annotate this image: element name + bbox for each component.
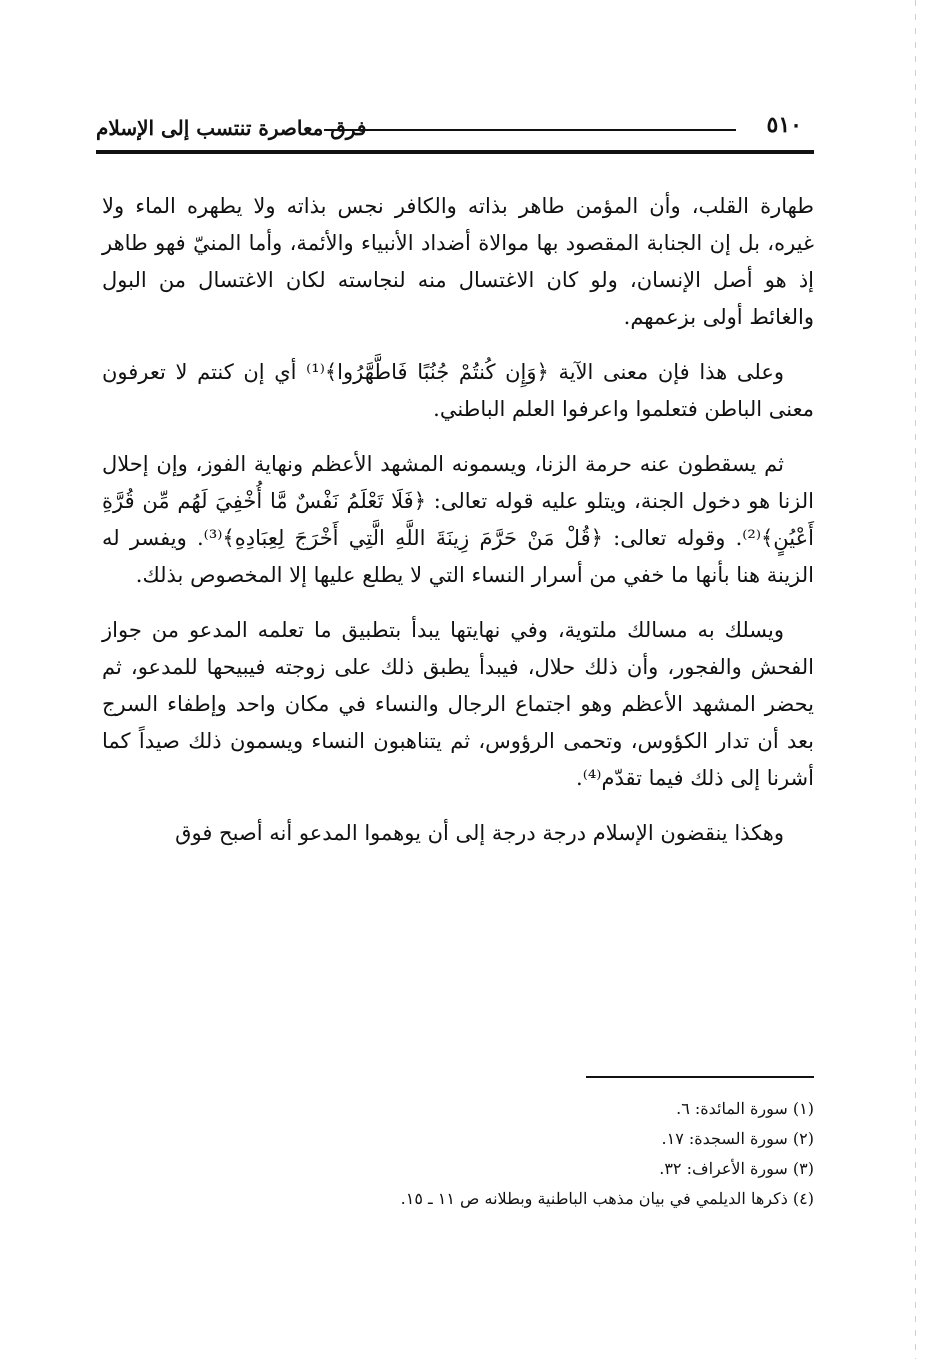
page-header [96, 112, 810, 148]
footnote-2: (٢) سورة السجدة: ١٧. [661, 1129, 814, 1148]
page-number: ٥١٠ [766, 112, 802, 138]
footnote-4: (٤) ذكرها الديلمي في بيان مذهب الباطنية وبطلانه ص ١١ ـ ١٥. [400, 1189, 814, 1208]
running-head-title: فرق معاصرة تنتسب إلى الإسلام [96, 116, 367, 140]
header-dash-line [324, 129, 736, 131]
footnote-1: (١) سورة المائدة: ٦. [676, 1099, 814, 1118]
main-text [102, 188, 814, 870]
header-rule [96, 150, 814, 154]
scan-edge-marks [915, 0, 916, 1359]
footnotes [102, 1094, 814, 1214]
paragraph-3: ثم يسقطون عنه حرمة الزنا، ويسمونه المشهد الأعظم ونهاية الفوز، وإن إحلال الزنا هو دخول الجنة، ويتلو عليه قوله تعالى: ﴿فَلَا تَعْلَمُ نَفْسٌ مَّا أُخْفِيَ لَهُم مِّن قُرَّةِ أَعْيُنٍ﴾⁽²⁾. وقوله تعالى: ﴿قُلْ مَنْ حَرَّمَ زِينَةَ اللَّهِ الَّتِي أَخْرَجَ لِعِبَادِهِ﴾⁽³⁾. ويفسر له الزينة هنا بأنها ما خفي من أسرار النساء التي لا يطلع عليها إلا المخصوص بذلك. [102, 452, 814, 587]
paragraph-4: ويسلك به مسالك ملتوية، وفي نهايتها يبدأ بتطبيق ما تعلمه المدعو من جواز الفحش والفجور، وأن ذلك حلال، فيبدأ يطبق ذلك على زوجته فيبيحها للمدعو، ثم يحضر المشهد الأعظم وهو اجتماع الرجال والنساء في مكان واحد وإطفاء السرج بعد أن تدار الكؤوس، وتحمى الرؤوس، ثم يتناهبون النساء ويسمون ذلك صيداً كما أشرنا إلى ذلك فيما تقدّم⁽⁴⁾. [102, 618, 814, 790]
paragraph-1: طهارة القلب، وأن المؤمن طاهر بذاته والكافر نجس بذاته ولا يطهره الماء ولا غيره، بل إن الجنابة المقصود بها موالاة أضداد الأنبياء والأئمة، وأما المنيّ فهو طاهر إذ هو أصل الإنسان، ولو كان الاغتسال منه لنجاسته لكان الاغتسال من البول والغائط أولى بزعمهم. [102, 194, 814, 329]
footnote-separator [586, 1076, 814, 1078]
footnote-3: (٣) سورة الأعراف: ٣٢. [659, 1159, 814, 1178]
paragraph-5: وهكذا ينقضون الإسلام درجة درجة إلى أن يوهموا المدعو أنه أصبح فوق [175, 821, 784, 845]
paragraph-2: وعلى هذا فإن معنى الآية ﴿وَإِن كُنتُمْ جُنُبًا فَاطَّهَّرُوا﴾⁽¹⁾ أي إن كنتم لا تعرفون معنى الباطن فتعلموا واعرفوا العلم الباطني. [102, 360, 814, 421]
